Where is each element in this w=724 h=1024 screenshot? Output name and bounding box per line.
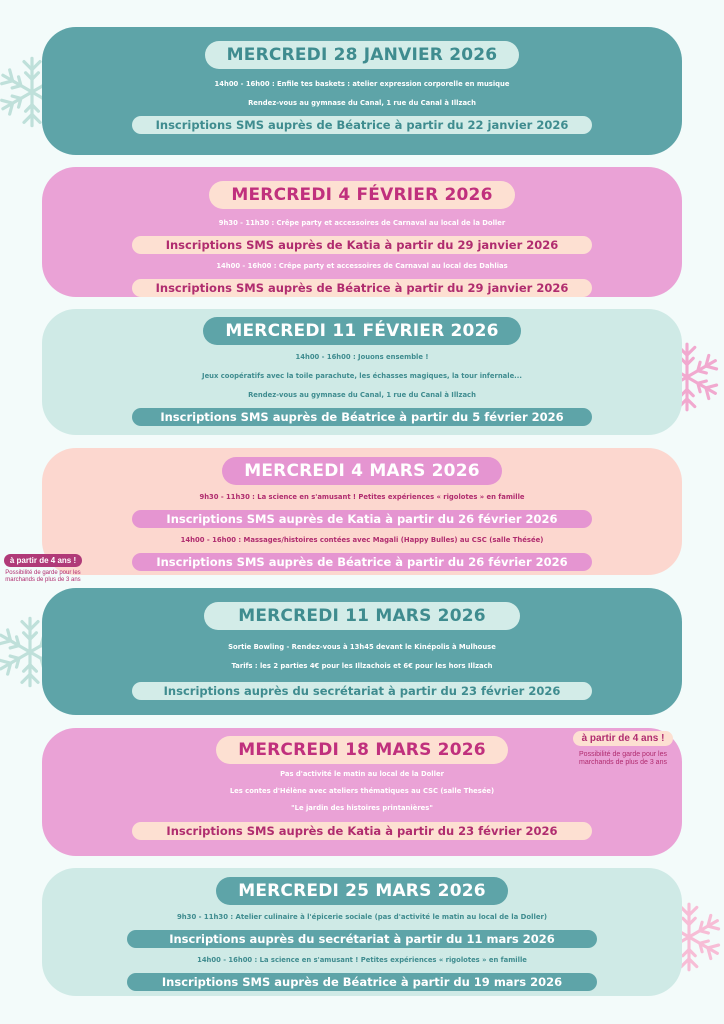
age-badge-label: à partir de 4 ans !: [573, 731, 674, 746]
registration-pill: Inscriptions SMS auprès de Béatrice à partir du 5 février 2026: [132, 408, 592, 426]
event-title: MERCREDI 11 FÉVRIER 2026: [203, 317, 520, 345]
event-line: "Le jardin des histoires printanières": [291, 804, 433, 812]
event-title: MERCREDI 18 MARS 2026: [216, 736, 508, 764]
event-line: 14h00 - 16h00 : Enfile tes baskets : atelier expression corporelle en musique: [214, 80, 510, 88]
event-line: Sortie Bowling - Rendez-vous à 13h45 devant le Kinépolis à Mulhouse: [228, 643, 496, 651]
childcare-note: Possibilité de garde pour les marchands de plus de 3 ans: [579, 751, 667, 766]
registration-pill: Inscriptions SMS auprès de Béatrice à partir du 29 janvier 2026: [132, 279, 592, 297]
event-title: MERCREDI 11 MARS 2026: [204, 602, 520, 630]
registration-pill: Inscriptions SMS auprès de Katia à partir du 26 février 2026: [132, 510, 592, 528]
event-card-28-janvier: [42, 27, 682, 155]
age-badge-label: à partir de 4 ans !: [4, 554, 82, 567]
registration-pill: Inscriptions SMS auprès de Béatrice à partir du 26 février 2026: [132, 553, 592, 571]
event-card-11-mars: [42, 588, 682, 715]
event-title: MERCREDI 25 MARS 2026: [216, 877, 508, 905]
registration-pill: Inscriptions SMS auprès de Béatrice à partir du 22 janvier 2026: [132, 116, 592, 134]
registration-pill: Inscriptions SMS auprès de Katia à partir du 23 février 2026: [132, 822, 592, 840]
event-line: 9h30 - 11h30 : Crêpe party et accessoires de Carnaval au local de la Doller: [218, 219, 506, 227]
event-title: MERCREDI 4 FÉVRIER 2026: [209, 181, 514, 209]
event-line: 9h30 - 11h30 : La science en s'amusant ! Petites expériences « rigolotes » en famille: [199, 493, 525, 501]
registration-pill: Inscriptions SMS auprès de Béatrice à partir du 19 mars 2026: [127, 973, 597, 991]
event-line: Rendez-vous au gymnase du Canal, 1 rue du Canal à Illzach: [248, 99, 476, 107]
event-line: Jeux coopératifs avec la toile parachute, les échasses magiques, la tour infernale...: [202, 372, 522, 380]
registration-pill: Inscriptions auprès du secrétariat à partir du 23 février 2026: [132, 682, 592, 700]
event-line: Les contes d'Hélène avec ateliers thématiques au CSC (salle Thesée): [229, 787, 495, 795]
event-line: 14h00 - 16h00 : La science en s'amusant ! Petites expériences « rigolotes » en famille: [197, 956, 527, 964]
event-card-4-mars: [42, 448, 682, 575]
age-badge: [0, 550, 86, 584]
registration-pill: Inscriptions SMS auprès de Katia à partir du 29 janvier 2026: [132, 236, 592, 254]
childcare-note: Possibilité de garde pour les marchands de plus de 3 ans: [5, 570, 81, 583]
event-card-11-fevrier: [42, 309, 682, 435]
event-line: Pas d'activité le matin au local de la Doller: [280, 770, 444, 778]
event-card-25-mars: [42, 868, 682, 996]
event-line: 9h30 - 11h30 : Atelier culinaire à l'épicerie sociale (pas d'activité le matin au local de la Doller): [176, 913, 548, 921]
event-title: MERCREDI 4 MARS 2026: [222, 457, 502, 485]
event-title: MERCREDI 28 JANVIER 2026: [205, 41, 520, 69]
age-badge: [562, 728, 684, 767]
event-line: Tarifs : les 2 parties 4€ pour les Illzachois et 6€ pour les hors Illzach: [231, 662, 493, 670]
event-line: Rendez-vous au gymnase du Canal, 1 rue du Canal à Illzach: [248, 391, 476, 399]
event-line: 14h00 - 16h00 : Massages/histoires contées avec Magali (Happy Bulles) au CSC (salle Thésée): [180, 536, 544, 544]
event-line: 14h00 - 16h00 : Crêpe party et accessoires de Carnaval au local des Dahlias: [216, 262, 508, 270]
event-line: 14h00 - 16h00 : Jouons ensemble !: [295, 353, 429, 361]
registration-pill: Inscriptions auprès du secrétariat à partir du 11 mars 2026: [127, 930, 597, 948]
event-card-4-fevrier: [42, 167, 682, 297]
